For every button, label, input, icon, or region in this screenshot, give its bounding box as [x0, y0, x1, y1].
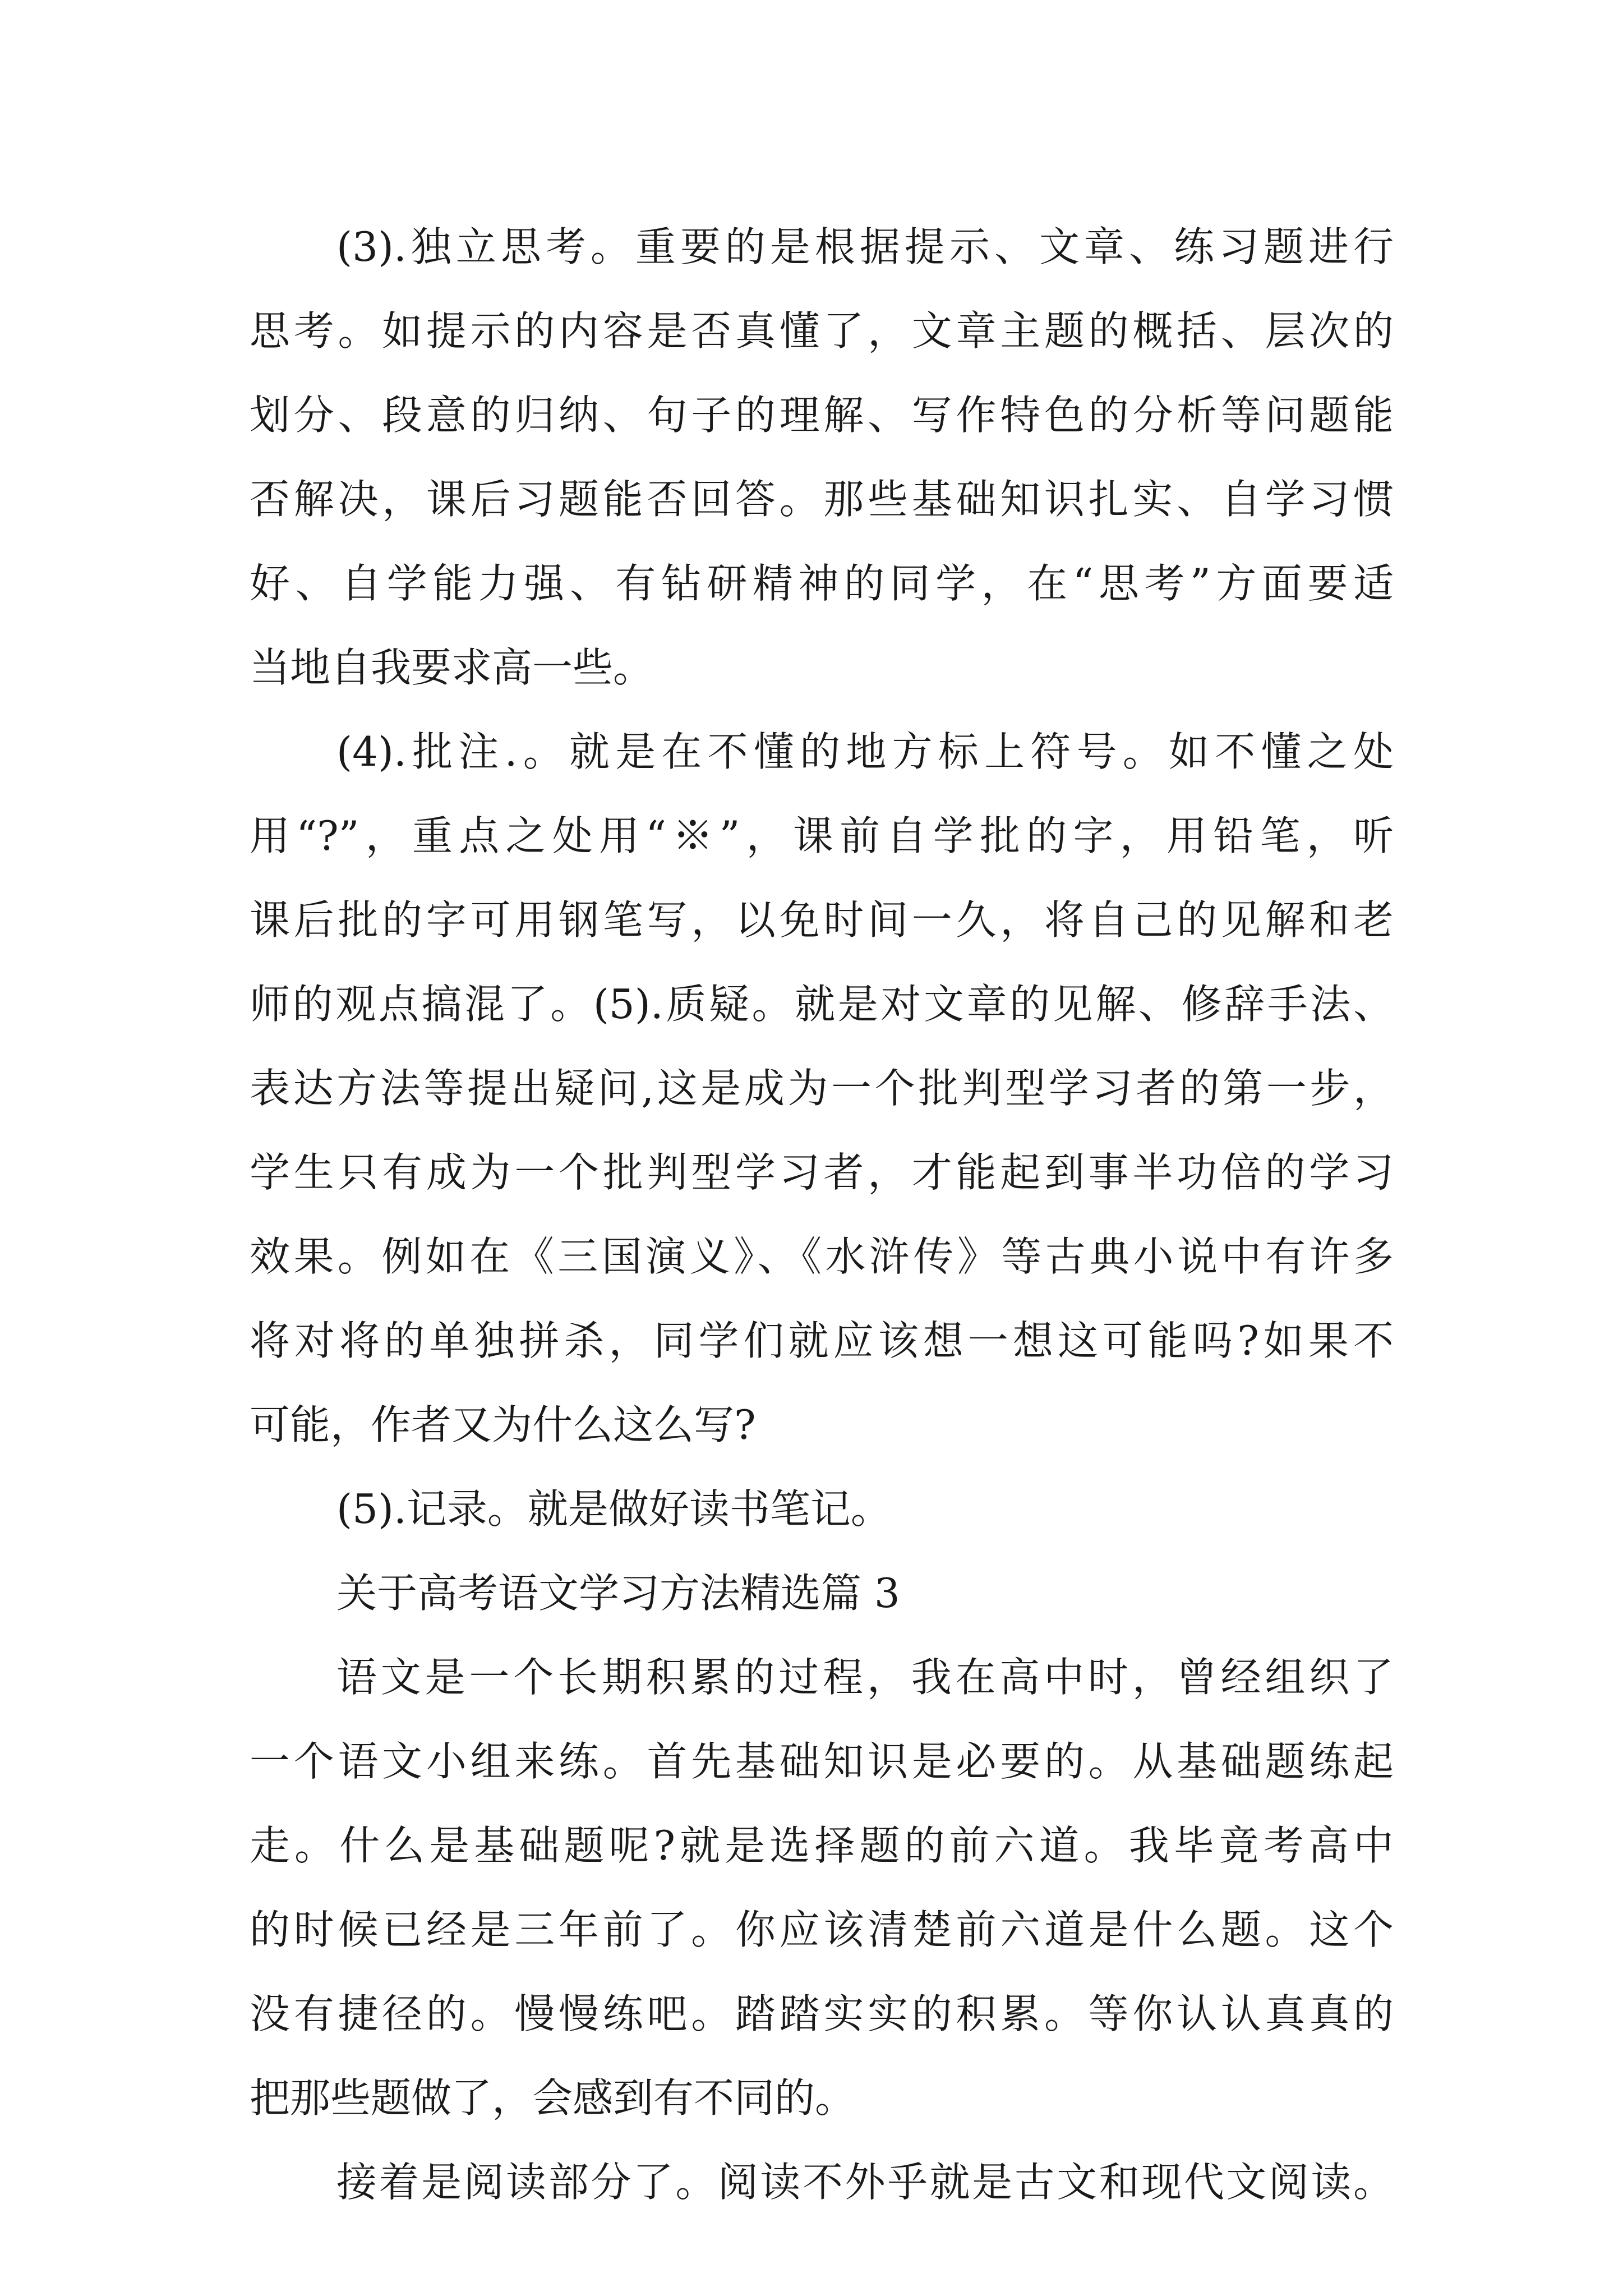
text-line: 师的观点搞混了。(5).质疑。就是对文章的见解、修辞手法、	[250, 981, 1394, 1028]
text-line: 接着是阅读部分了。阅读不外乎就是古文和现代文阅读。	[336, 2159, 1394, 2206]
text-line: 否解决，课后习题能否回答。那些基础知识扎实、自学习惯	[250, 476, 1394, 523]
text-line: (5).记录。就是做好读书笔记。	[336, 1485, 891, 1533]
text-line: 课后批的字可用钢笔写，以免时间一久，将自己的见解和老	[250, 896, 1394, 944]
text-line: 用“?”，重点之处用“※”，课前自学批的字，用铅笔，听	[250, 812, 1394, 859]
text-line: 当地自我要求高一些。	[250, 644, 654, 691]
text-line: 走。什么是基础题呢?就是选择题的前六道。我毕竟考高中	[250, 1822, 1394, 1869]
text-line: 没有捷径的。慢慢练吧。踏踏实实的积累。等你认认真真的	[250, 1990, 1394, 2037]
text-line: 效果。例如在《三国演义》、《水浒传》等古典小说中有许多	[250, 1233, 1394, 1280]
text-line: 划分、段意的归纳、句子的理解、写作特色的分析等问题能	[250, 392, 1394, 439]
text-line: 把那些题做了，会感到有不同的。	[250, 2074, 856, 2122]
text-line: 好、自学能力强、有钻研精神的同学，在“思考”方面要适	[250, 560, 1394, 607]
text-line: 将对将的单独拼杀，同学们就应该想一想这可能吗?如果不	[250, 1317, 1394, 1364]
text-line: 表达方法等提出疑问,这是成为一个批判型学习者的第一步，	[250, 1065, 1394, 1112]
text-line: (3).独立思考。重要的是根据提示、文章、练习题进行	[336, 223, 1394, 270]
text-line: 语文是一个长期积累的过程，我在高中时，曾经组织了	[336, 1654, 1394, 1701]
text-line: 学生只有成为一个批判型学习者，才能起到事半功倍的学习	[250, 1149, 1394, 1196]
text-line: 的时候已经是三年前了。你应该清楚前六道是什么题。这个	[250, 1906, 1394, 1953]
text-line: 一个语文小组来练。首先基础知识是必要的。从基础题练起	[250, 1738, 1394, 1785]
text-line: (4).批注.。就是在不懂的地方标上符号。如不懂之处	[336, 728, 1394, 775]
text-line: 可能，作者又为什么这么写?	[250, 1401, 756, 1448]
text-line: 思考。如提示的内容是否真懂了，文章主题的概括、层次的	[250, 307, 1394, 355]
section-heading: 关于高考语文学习方法精选篇 3	[336, 1570, 900, 1617]
